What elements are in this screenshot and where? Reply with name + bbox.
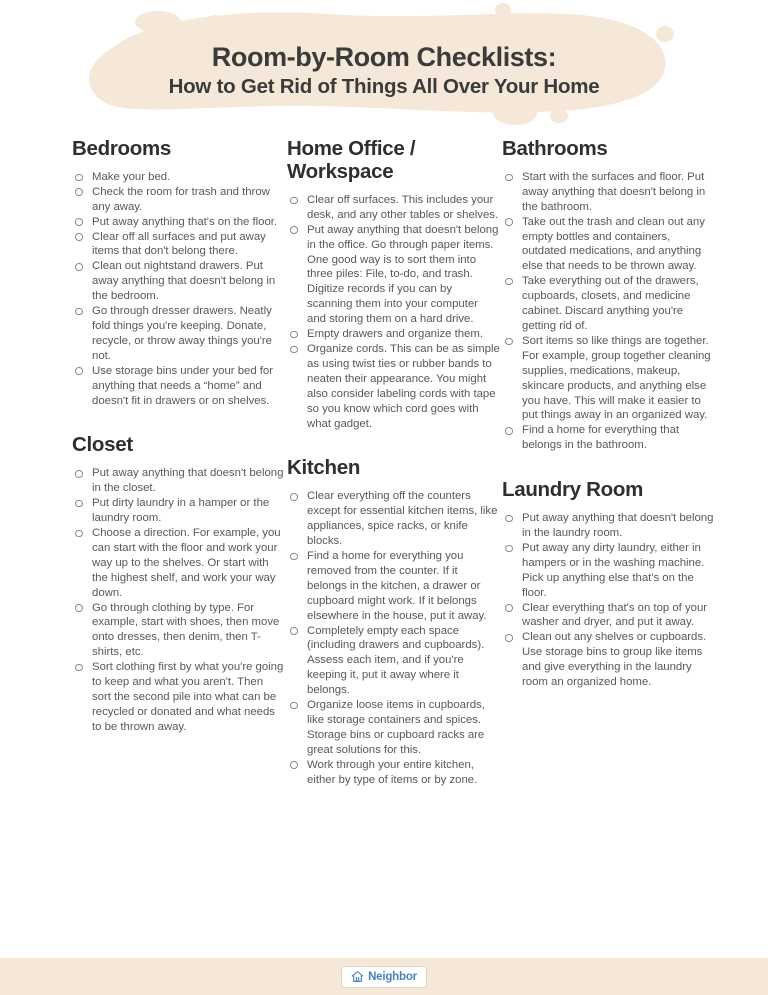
- checklist-item-label: Choose a direction. For example, you can start with the floor and work your way up to the shelves. Or start with the highest shelf, and work your way down.: [92, 527, 281, 599]
- checkbox-circle-icon[interactable]: [75, 218, 83, 226]
- checklist-item[interactable]: [502, 334, 715, 423]
- checkbox-circle-icon[interactable]: [505, 634, 513, 642]
- checklist-item[interactable]: [72, 185, 285, 215]
- checklist-item[interactable]: [72, 526, 285, 601]
- checkbox-circle-icon[interactable]: [75, 263, 83, 271]
- checklist-item-label: Use storage bins under your bed for anything that needs a “home” and doesn't fit in drawers or on shelves.: [92, 364, 274, 407]
- checklist-item[interactable]: [287, 549, 500, 624]
- checklist-item-label: Check the room for trash and throw any away.: [92, 185, 270, 213]
- checklist-item-label: Completely empty each space (including drawers and cupboards). Assess each item, and if you're keeping it, put it away where it belongs.: [307, 624, 485, 697]
- checklist-item-label: Put away anything that doesn't belong in the laundry room.: [522, 512, 714, 540]
- checklist-item[interactable]: [72, 259, 285, 304]
- checklist-item-label: Work through your entire kitchen, either by type of items or by zone.: [307, 758, 478, 786]
- checklist-column-2: [287, 138, 500, 791]
- checklist-item-label: Clear everything that's on top of your washer and dryer, and put it away.: [522, 601, 708, 629]
- checkbox-circle-icon[interactable]: [505, 545, 513, 553]
- checklist-item-label: Take out the trash and clean out any empty bottles and containers, outdated medications, and anything else that needs to be thrown away.: [522, 215, 705, 273]
- section-title: Kitchen: [287, 456, 361, 480]
- checklist-item[interactable]: [502, 511, 715, 541]
- checkbox-circle-icon[interactable]: [75, 664, 83, 672]
- checklist-item-label: Start with the surfaces and floor. Put away anything that doesn't belong in the bathroom.: [522, 170, 706, 213]
- page-subtitle: How to Get Rid of Things All Over Your Home: [168, 74, 600, 98]
- checklist-item[interactable]: [287, 193, 500, 223]
- checkbox-circle-icon[interactable]: [75, 188, 83, 196]
- checklist-item[interactable]: [72, 215, 285, 230]
- section-closet: [72, 434, 285, 734]
- checklist-item[interactable]: [72, 304, 285, 364]
- checkbox-circle-icon[interactable]: [290, 761, 298, 769]
- checkbox-circle-icon[interactable]: [75, 500, 83, 508]
- checkbox-circle-icon[interactable]: [505, 338, 513, 346]
- checklist-item-label: Take everything out of the drawers, cupboards, closets, and medicine cabinet. Discard anything you're getting rid of.: [522, 275, 699, 333]
- checkbox-circle-icon[interactable]: [290, 493, 298, 501]
- checklist-item[interactable]: [287, 758, 500, 788]
- checklist-item-label: Put away anything that doesn't belong in the closet.: [92, 467, 284, 495]
- checklist-item[interactable]: [502, 170, 715, 215]
- checklist-item[interactable]: [72, 364, 285, 409]
- checkbox-circle-icon[interactable]: [505, 174, 513, 182]
- checkbox-circle-icon[interactable]: [75, 470, 83, 478]
- checklist-item-label: Put away anything that's on the floor.: [92, 215, 278, 228]
- checklist-item-label: Clear off surfaces. This includes your desk, and any other tables or shelves.: [307, 193, 499, 221]
- checklist-kitchen: [287, 489, 500, 787]
- section-title: Bedrooms: [72, 137, 171, 160]
- checklist-item-label: Put dirty laundry in a hamper or the laundry room.: [92, 497, 270, 525]
- section-bathrooms: [502, 138, 715, 453]
- checklist-item-label: Find a home for everything you removed from the counter. If it belongs in the kitchen, a drawer or cupboard might work. If it belongs elsewhere in the house, put it away.: [307, 549, 487, 622]
- checkbox-circle-icon[interactable]: [290, 197, 298, 205]
- checklist-item-label: Clear everything off the counters except for essential kitchen items, like appliances, spice racks, or knife blocks.: [307, 490, 498, 548]
- section-title: Laundry Room: [502, 478, 644, 502]
- section-home-office: [287, 138, 500, 431]
- checklist-column-3: [502, 138, 715, 791]
- checkbox-circle-icon[interactable]: [290, 553, 298, 561]
- checkbox-circle-icon[interactable]: [505, 604, 513, 612]
- checklist-item-label: Clean out nightstand drawers. Put away anything that doesn't belong in the bedroom.: [92, 260, 276, 303]
- neighbor-logo[interactable]: [341, 966, 427, 988]
- section-title: Bathrooms: [502, 137, 608, 160]
- checkbox-circle-icon[interactable]: [75, 174, 83, 182]
- checkbox-circle-icon[interactable]: [75, 308, 83, 316]
- checklist-home-office: [287, 193, 500, 432]
- checklist-item-label: Put away anything that doesn't belong in the office. Go through paper items. One good way is to sort them into three piles: File, to-do, and trash. Digitize records if you can by scanning them into your computer and storing them on a hard drive.: [307, 223, 499, 326]
- page-header: [0, 0, 768, 130]
- checklist-item-label: Put away any dirty laundry, either in hampers or in the washing machine. Pick up anything else that's on the floor.: [522, 541, 705, 599]
- checkbox-circle-icon[interactable]: [505, 218, 513, 226]
- checklist-item[interactable]: [72, 466, 285, 496]
- house-icon: [351, 970, 364, 983]
- checklist-item-label: Make your bed.: [92, 170, 171, 183]
- checklist-item[interactable]: [72, 230, 285, 260]
- section-title: Home Office / Workspace: [287, 137, 416, 183]
- checklist-item[interactable]: [287, 327, 500, 342]
- checkbox-circle-icon[interactable]: [505, 427, 513, 435]
- checkbox-circle-icon[interactable]: [75, 367, 83, 375]
- section-laundry-room: [502, 479, 715, 690]
- page-title: Room-by-Room Checklists:: [211, 41, 557, 72]
- checklist-item[interactable]: [502, 630, 715, 690]
- checklist-item[interactable]: [287, 342, 500, 431]
- checklist-item[interactable]: [287, 489, 500, 549]
- checklist-item-label: Organize loose items in cupboards, like storage containers and spices. Storage bins or cupboard racks are great solutions for this.: [307, 699, 485, 756]
- checklist-item-label: Clear off all surfaces and put away items that don't belong there.: [92, 230, 266, 258]
- checklist-item[interactable]: [287, 698, 500, 758]
- checklist-item-label: Sort items so like things are together. For example, group together cleaning supplies, medications, makeup, skincare products, and anything else you have. This will make it easier to put things away in an organized way.: [522, 334, 711, 422]
- checklist-columns: [0, 138, 768, 791]
- checklist-item-label: Organize cords. This can be as simple as using twist ties or rubber bands to neaten their appearance. You might also consider labeling cords with tape so you know which cord goes with what gadget.: [307, 342, 500, 430]
- checklist-item-label: Go through clothing by type. For example, start with shoes, then move onto dresses, then denim, then T-shirts, etc.: [92, 601, 280, 659]
- checkbox-circle-icon[interactable]: [505, 515, 513, 523]
- checkbox-circle-icon[interactable]: [290, 346, 298, 354]
- checkbox-circle-icon[interactable]: [75, 233, 83, 241]
- checklist-item-label: Find a home for everything that belongs in the bathroom.: [522, 424, 680, 452]
- checklist-item[interactable]: [502, 274, 715, 334]
- section-bedrooms: [72, 138, 285, 408]
- checklist-item-label: Clean out any shelves or cupboards. Use storage bins to group like items and give everything in the laundry room an organized home.: [522, 631, 707, 689]
- section-kitchen: [287, 457, 500, 787]
- checkbox-circle-icon[interactable]: [505, 278, 513, 286]
- neighbor-logo-text: Neighbor: [368, 970, 417, 983]
- checklist-item[interactable]: [72, 601, 285, 661]
- checklist-item[interactable]: [502, 541, 715, 601]
- header-title-group: [0, 0, 768, 130]
- checklist-item[interactable]: [72, 170, 285, 185]
- checklist-item[interactable]: [287, 624, 500, 699]
- checklist-column-1: [72, 138, 285, 791]
- checkbox-circle-icon[interactable]: [290, 627, 298, 635]
- checklist-item-label: Sort clothing first by what you're going to keep and what you aren't. Then sort the second pile into what can be recycled or donated and what needs to be thrown away.: [92, 661, 284, 733]
- checklist-item-label: Go through dresser drawers. Neatly fold things you're keeping. Donate, recycle, or throw away things you're not.: [92, 305, 272, 362]
- checkbox-circle-icon[interactable]: [290, 331, 298, 339]
- checklist-item[interactable]: [72, 496, 285, 526]
- checklist-bathrooms: [502, 170, 715, 453]
- checkbox-circle-icon[interactable]: [290, 226, 298, 234]
- checklist-item-label: Empty drawers and organize them.: [307, 328, 483, 341]
- section-title: Closet: [72, 433, 133, 457]
- checklist-item[interactable]: [502, 601, 715, 631]
- checklist-item[interactable]: [72, 660, 285, 735]
- page-footer: [0, 958, 768, 995]
- checklist-closet: [72, 466, 285, 734]
- checklist-bedrooms: [72, 170, 285, 409]
- checklist-laundry-room: [502, 511, 715, 690]
- checkbox-circle-icon[interactable]: [290, 702, 298, 710]
- checklist-item[interactable]: [502, 423, 715, 453]
- checkbox-circle-icon[interactable]: [75, 604, 83, 612]
- checkbox-circle-icon[interactable]: [75, 530, 83, 538]
- checklist-item[interactable]: [502, 215, 715, 275]
- checklist-item[interactable]: [287, 223, 500, 327]
